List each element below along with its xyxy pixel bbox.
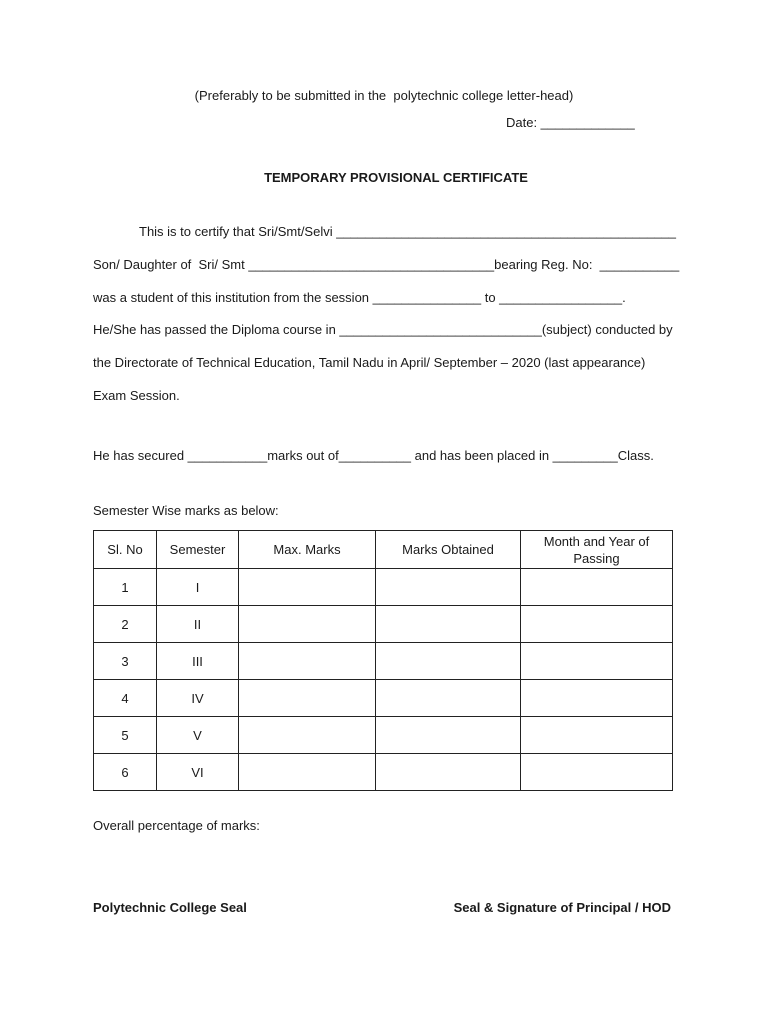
header-max-marks: Max. Marks <box>239 531 376 569</box>
cell-max-marks <box>239 643 376 680</box>
directorate-line: the Directorate of Technical Education, Tamil Nadu in April/ September – 2020 (last appearance) <box>93 355 646 370</box>
header-semester: Semester <box>157 531 239 569</box>
table-row <box>94 680 673 717</box>
cell-month-year <box>521 754 673 791</box>
cell-month-year <box>521 606 673 643</box>
certificate-title: TEMPORARY PROVISIONAL CERTIFICATE <box>264 170 528 185</box>
cell-marks-obtained <box>376 569 521 606</box>
cell-month-year <box>521 717 673 754</box>
cell-marks-obtained <box>376 717 521 754</box>
cell-marks-obtained <box>376 643 521 680</box>
header-marks-obtained: Marks Obtained <box>376 531 521 569</box>
exam-session-line: Exam Session. <box>93 388 180 403</box>
cell-sl-no: 2 <box>94 606 157 643</box>
table-header-row <box>94 531 673 569</box>
cell-max-marks <box>239 606 376 643</box>
semester-intro: Semester Wise marks as below: <box>93 503 279 518</box>
date-field: Date: _____________ <box>506 115 635 130</box>
marks-secured-line: He has secured ___________marks out of__________ and has been placed in _________Class. <box>93 448 654 463</box>
letterhead-note: (Preferably to be submitted in the polytechnic college letter-head) <box>194 88 574 103</box>
cell-month-year <box>521 569 673 606</box>
header-month-year-passing: Month and Year of Passing <box>521 531 673 569</box>
principal-signature-label: Seal & Signature of Principal / HOD <box>453 900 671 915</box>
overall-percentage-label: Overall percentage of marks: <box>93 818 260 833</box>
table-row <box>94 754 673 791</box>
cell-marks-obtained <box>376 754 521 791</box>
parent-line: Son/ Daughter of Sri/ Smt __________________________________bearing Reg. No: ___________ <box>93 257 680 272</box>
cell-semester: I <box>157 569 239 606</box>
cell-max-marks <box>239 680 376 717</box>
cell-sl-no: 5 <box>94 717 157 754</box>
cell-semester: V <box>157 717 239 754</box>
cell-marks-obtained <box>376 680 521 717</box>
cell-semester: III <box>157 643 239 680</box>
cell-semester: IV <box>157 680 239 717</box>
cell-month-year <box>521 680 673 717</box>
cell-max-marks <box>239 754 376 791</box>
cell-sl-no: 6 <box>94 754 157 791</box>
certify-line: This is to certify that Sri/Smt/Selvi _______________________________________________ <box>139 224 677 239</box>
college-seal-label: Polytechnic College Seal <box>93 900 247 915</box>
cell-sl-no: 4 <box>94 680 157 717</box>
cell-max-marks <box>239 717 376 754</box>
table-row <box>94 569 673 606</box>
cell-semester: II <box>157 606 239 643</box>
session-line: was a student of this institution from the session _______________ to _________________. <box>93 290 626 305</box>
cell-month-year <box>521 643 673 680</box>
table-row <box>94 717 673 754</box>
cell-sl-no: 3 <box>94 643 157 680</box>
table-row <box>94 643 673 680</box>
cell-marks-obtained <box>376 606 521 643</box>
cell-sl-no: 1 <box>94 569 157 606</box>
header-sl-no: Sl. No <box>94 531 157 569</box>
diploma-line: He/She has passed the Diploma course in ____________________________(subject) conducted by <box>93 322 673 337</box>
cell-max-marks <box>239 569 376 606</box>
table-row <box>94 606 673 643</box>
semester-marks-table <box>93 530 673 791</box>
cell-semester: VI <box>157 754 239 791</box>
